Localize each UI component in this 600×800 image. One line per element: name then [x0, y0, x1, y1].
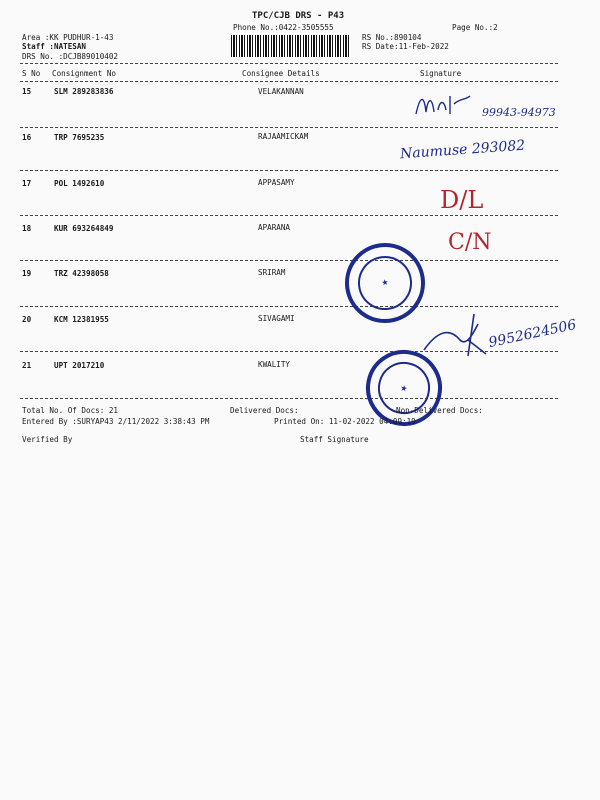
handwritten-phone: 9952624506	[487, 316, 578, 352]
divider	[20, 170, 558, 171]
column-signature: Signature	[420, 69, 462, 78]
row-consignee: APPASAMY	[258, 178, 295, 187]
row-sno: 20	[22, 315, 32, 324]
row-consignment: KUR 693264849	[54, 224, 114, 233]
divider	[20, 260, 558, 261]
divider	[20, 215, 558, 216]
barcode	[231, 35, 351, 57]
row-consignment: SLM 289283836	[54, 87, 114, 96]
divider	[20, 63, 558, 64]
column-consignee: Consignee Details	[242, 69, 320, 78]
divider	[20, 398, 558, 399]
handwritten-phone: 99943-94973	[482, 106, 556, 119]
row-sno: 15	[22, 87, 32, 96]
non-delivered-docs: Non-Delivered Docs:	[396, 406, 483, 415]
row-consignee: RAJAAMICKAM	[258, 132, 309, 141]
row-consignment: POL 1492610	[54, 179, 105, 188]
drs-number: DRS No. :DCJB89010402	[22, 52, 119, 61]
printed-on: Printed On: 11-02-2022 04:09:19	[274, 417, 416, 426]
row-sno: 16	[22, 133, 32, 142]
total-docs: Total No. Of Docs: 21	[22, 406, 119, 415]
handwritten-signature: Naumuse 293082	[399, 137, 526, 163]
verified-by: Verified By	[22, 435, 73, 444]
rs-date: RS Date:11-Feb-2022	[362, 42, 449, 51]
divider	[20, 306, 558, 307]
page-number: Page No.:2	[452, 23, 498, 32]
delivered-docs: Delivered Docs:	[230, 406, 299, 415]
entered-by: Entered By :SURYAP43 2/11/2022 3:38:43 PM	[22, 417, 210, 426]
phone-number: Phone No.:0422-3505555	[233, 23, 334, 32]
row-consignee: KWALITY	[258, 360, 291, 369]
staff-label: Staff :NATESAN	[22, 42, 87, 51]
column-sno: S No	[22, 69, 41, 78]
row-consignee: APARANA	[258, 223, 291, 232]
row-consignee: SIVAGAMI	[258, 314, 295, 323]
row-sno: 21	[22, 361, 32, 370]
row-consignment: TRZ 42398058	[54, 269, 109, 278]
document-title: TPC/CJB DRS - P43	[252, 11, 345, 21]
row-consignment: TRP 7695235	[54, 133, 105, 142]
rs-number: RS No.:890104	[362, 33, 422, 42]
row-sno: 19	[22, 269, 32, 278]
row-consignment: KCM 12381955	[54, 315, 109, 324]
handwritten-note-cn: C/N	[448, 230, 492, 255]
row-consignee: VELAKANNAN	[258, 87, 304, 96]
row-consignment: UPT 2017210	[54, 361, 105, 370]
row-sno: 18	[22, 224, 32, 233]
company-seal-stamp: ★	[340, 238, 430, 328]
divider	[20, 127, 558, 128]
signature-scribble	[414, 90, 474, 120]
row-sno: 17	[22, 179, 32, 188]
row-consignee: SRIRAM	[258, 268, 286, 277]
handwritten-note-dl: D/L	[440, 186, 484, 214]
column-consignment: Consignment No	[52, 69, 117, 78]
company-seal-stamp: ★	[359, 343, 449, 433]
area-label: Area :KK PUDHUR-1-43	[22, 33, 114, 42]
divider	[20, 81, 558, 82]
staff-signature-label: Staff Signature	[300, 435, 369, 444]
